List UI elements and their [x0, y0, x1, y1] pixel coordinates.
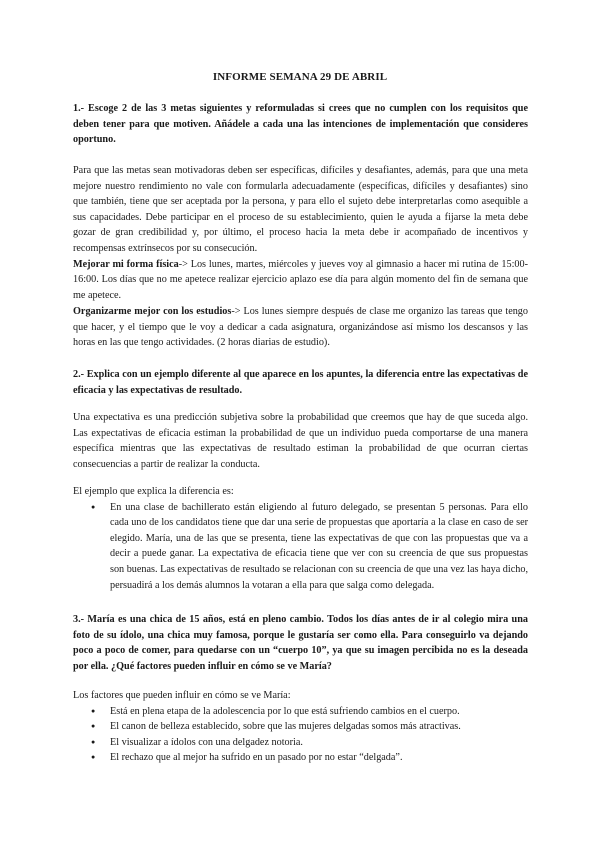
- list-item: ● El canon de belleza establecido, sobre que las mujeres delgadas somos más atractivas.: [73, 719, 528, 735]
- goal-2: [73, 304, 528, 351]
- question-1: 1.- Escoge 2 de las 3 metas siguientes y reformuladas si crees que no cumplen con los requisitos que deben tener para que motiven. Añádele a cada una las intenciones de implementación que consideres oportuno.: [73, 103, 528, 146]
- answer-1-paragraph: Para que las metas sean motivadoras deben ser específicas, difíciles y desafiantes, además, para que una meta mejore nuestro rendimiento no vale con formularla adecuadamente (específicas, difíciles y desafiantes) sino que también, tiene que ser aceptada por la persona, y para ello el sujeto debe interpretarlas como asequible a sus capacidades. Debe participar en el proceso de su establecimiento, quien le ayuda a fijarse la meta debe gozar de gran credibilidad y, por último, el proceso hacia la meta debe ir acompañado de incentivos y recompensas extrínsecos por su consecución.: [73, 165, 528, 254]
- answer-2: [73, 410, 528, 472]
- answer-3-intro: Los factores que pueden influir en cómo se ve María:: [73, 690, 291, 701]
- example-intro: El ejemplo que explica la diferencia es:: [73, 486, 234, 497]
- list-item: ● El rechazo que al mejor ha sufrido en un pasado por no estar “delgada”.: [73, 750, 528, 766]
- goal-1-label: Mejorar mi forma física: [73, 258, 179, 270]
- question-2: 2.- Explica con un ejemplo diferente al que aparece en los apuntes, la diferencia entre las expectativas de eficacia y las expectativas de resultado.: [73, 369, 528, 396]
- answer-2-example: [73, 484, 528, 593]
- goal-2-label: Organizarme mejor con los estudios: [73, 306, 232, 317]
- list-item: ● En una clase de bachillerato están eligiendo al futuro delegado, se presentan 5 personas. Para ello cada uno de los candidatos tiene que dar una serie de propuestas que aportaría a la clase en caso de ser elegido. María, una de las que se presenta, tiene las expectativas de que con las propuestas que va a decir a puede ganar. La expectativa de eficacia tiene que ver con su creencia de que sus propuestas son buenas. Las expectativas de resultado se relacionan con su creencia de que una vez las haya dicho, persuadirá a los demás alumnos la votaran a ella para que salga como delegada.: [73, 500, 528, 594]
- answer-3: [73, 688, 528, 766]
- answer-1-intro: [73, 163, 528, 303]
- list-item: ● El visualizar a ídolos con una delgadez notoria.: [73, 735, 528, 751]
- list-item: ● Está en plena etapa de la adolescencia por lo que está sufriendo cambios en el cuerpo.: [73, 704, 528, 720]
- document-title: INFORME SEMANA 29 DE ABRIL: [212, 71, 388, 83]
- example-list: [73, 500, 528, 594]
- question-3: 3.- María es una chica de 15 años, está en pleno cambio. Todos los días antes de ir al colegio mira una foto de su ídolo, una chica muy famosa, porque le gustaría ser como ella. Para conseguirlo va dejando poco a poco de comer, para quedarse con un “cuerpo 10”, ya que su imagen percibida no es la deseada por ella. ¿Qué factores pueden influir en cómo se ve María?: [73, 614, 528, 672]
- goal-1-text: -> Los lunes, martes, miércoles y jueves voy al gimnasio a hacer mi rutina de 15:00-16:00. Los días que no me apetece realizar ejercicio aplazo ese día para algún momento del fin de semana que me apetece.: [73, 258, 528, 301]
- answer-2-paragraph: Una expectativa es una predicción subjetiva sobre la probabilidad que creemos que hay de que suceda algo. Las expectativas de eficacia estiman la probabilidad de que un individuo pueda comportarse de una manera específica mientras que las expectativas de resultado estiman la probabilidad de que ocurran ciertas consecuencias a partir de realizar la conducta.: [73, 412, 528, 470]
- goal-1: [73, 257, 528, 304]
- factors-list: [73, 704, 528, 766]
- goal-2-text: -> Los lunes siempre después de clase me organizo las tareas que tengo que hacer, y el tiempo que le voy a dedicar a cada asignatura, organizándose así mismo los descansos y las horas en las que tengo actividades. (2 horas diarias de estudio).: [73, 306, 528, 349]
